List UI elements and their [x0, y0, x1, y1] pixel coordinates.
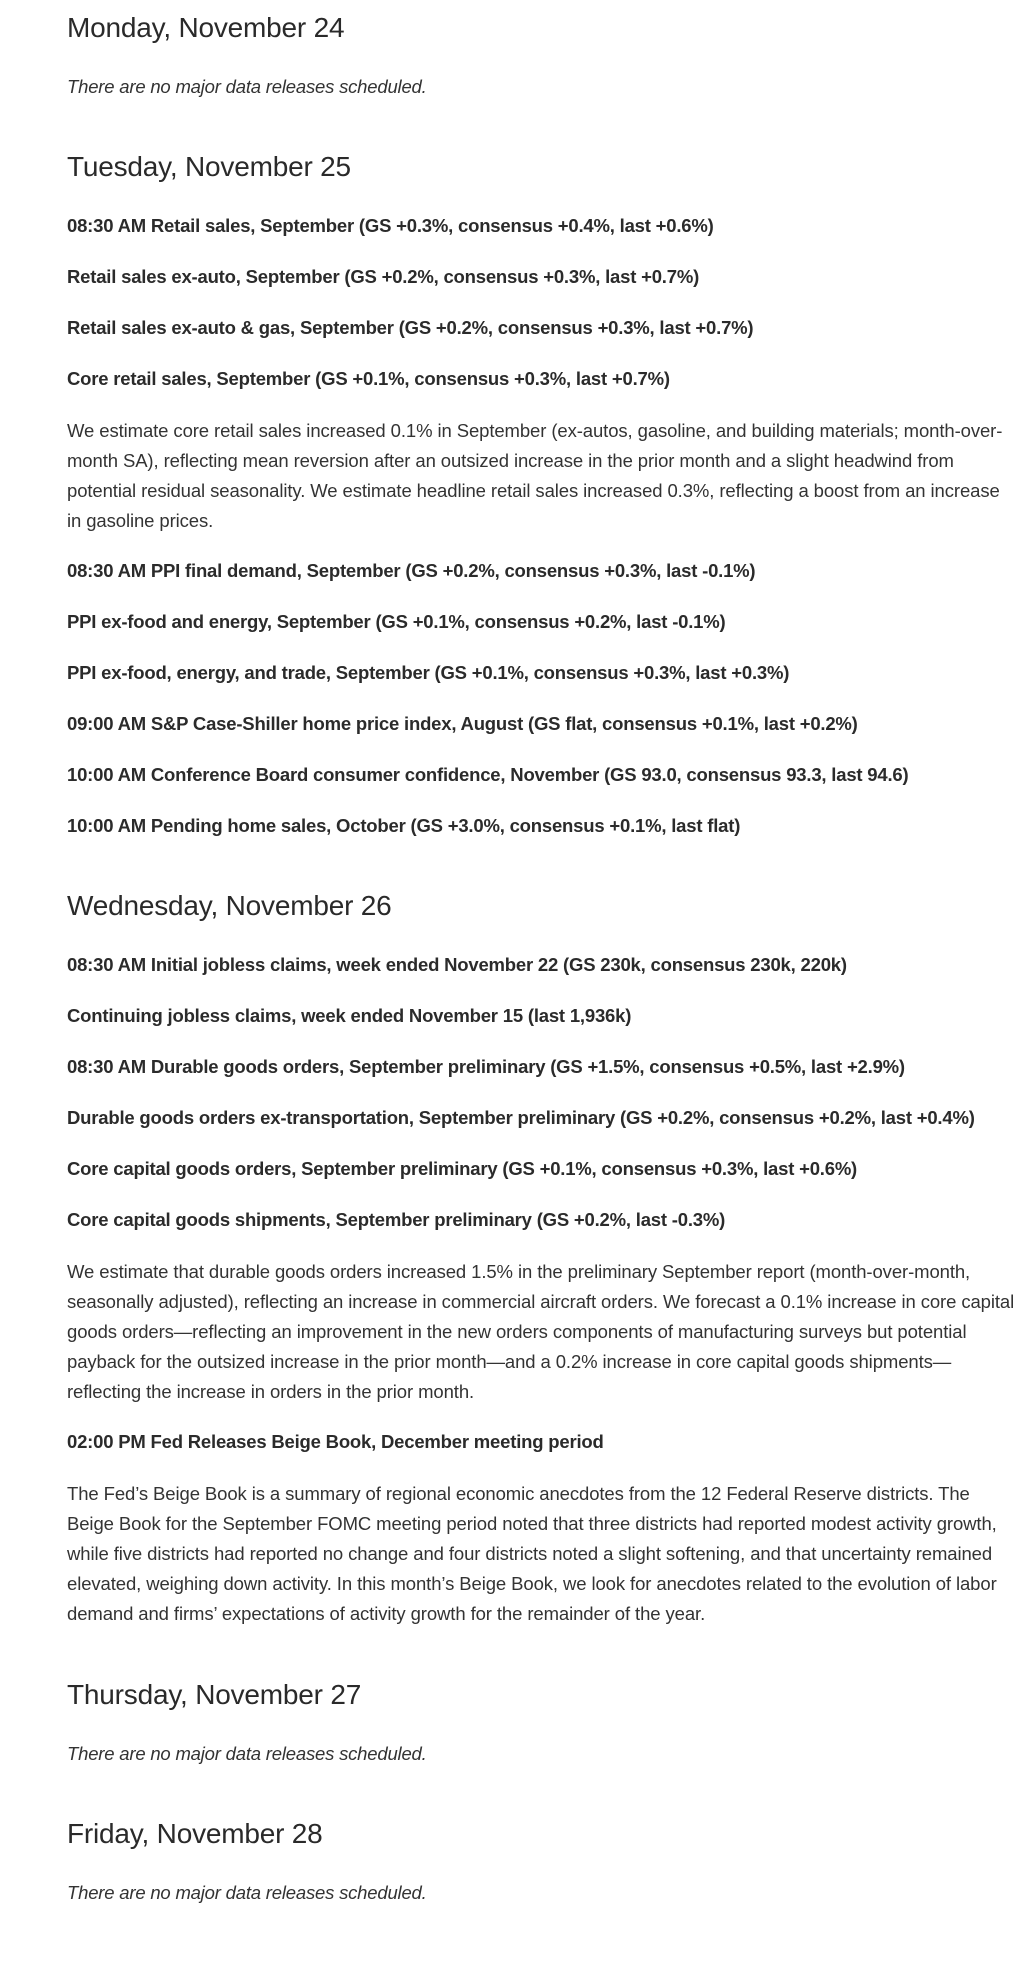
- data-release-item: Durable goods orders ex-transportation, September preliminary (GS +0.2%, consensus +0.2%, last +0.4%): [67, 1107, 975, 1128]
- day-heading: Wednesday, November 26: [67, 890, 392, 921]
- day-heading: Thursday, November 27: [67, 1679, 362, 1710]
- day-heading: Tuesday, November 25: [67, 151, 351, 182]
- release-commentary: We estimate core retail sales increased 0.1% in September (ex-autos, gasoline, and building materials; month-over-month SA), reflecting mean reversion after an outsized increase in the prior month and a slight headwind from potential residual seasonality. We estimate headline retail sales increased 0.3%, reflecting a boost from an increase in gasoline prices.: [67, 420, 1003, 531]
- data-release-item: 08:30 AM Retail sales, September (GS +0.3%, consensus +0.4%, last +0.6%): [67, 215, 714, 236]
- data-release-item: Core retail sales, September (GS +0.1%, consensus +0.3%, last +0.7%): [67, 368, 670, 389]
- data-release-item: 10:00 AM Conference Board consumer confidence, November (GS 93.0, consensus 93.3, last 94.6): [67, 764, 909, 785]
- data-release-item: Retail sales ex-auto & gas, September (GS +0.2%, consensus +0.3%, last +0.7%): [67, 317, 754, 338]
- day-heading: Friday, November 28: [67, 1818, 323, 1849]
- data-release-item: Core capital goods orders, September preliminary (GS +0.1%, consensus +0.3%, last +0.6%): [67, 1158, 858, 1179]
- day-section: [67, 1817, 1017, 1907]
- no-releases-note: There are no major data releases scheduled.: [67, 76, 427, 97]
- data-release-item: Core capital goods shipments, September preliminary (GS +0.2%, last -0.3%): [67, 1209, 726, 1230]
- data-release-item: 08:30 AM Initial jobless claims, week ended November 22 (GS 230k, consensus 230k, 220k): [67, 954, 847, 975]
- no-releases-note: There are no major data releases scheduled.: [67, 1743, 427, 1764]
- data-release-item: 09:00 AM S&P Case-Shiller home price index, August (GS flat, consensus +0.1%, last +0.2%): [67, 713, 858, 734]
- release-commentary: We estimate that durable goods orders increased 1.5% in the preliminary September report (month-over-month, seasonally adjusted), reflecting an increase in commercial aircraft orders. We forecast a 0.1% increase in core capital goods orders—reflecting an improvement in the new orders components of manufacturing surveys but potential payback for the outsized increase in the prior month—and a 0.2% increase in core capital goods shipments—reflecting the increase in orders in the prior month.: [67, 1261, 1015, 1402]
- data-release-item: 10:00 AM Pending home sales, October (GS +3.0%, consensus +0.1%, last flat): [67, 815, 741, 836]
- day-heading: Monday, November 24: [67, 12, 345, 43]
- day-section: [67, 1678, 1017, 1768]
- no-releases-note: There are no major data releases scheduled.: [67, 1882, 427, 1903]
- data-release-item: 08:30 AM PPI final demand, September (GS +0.2%, consensus +0.3%, last -0.1%): [67, 560, 756, 581]
- day-section: [67, 11, 1017, 101]
- data-release-item: 02:00 PM Fed Releases Beige Book, December meeting period: [67, 1431, 604, 1452]
- data-release-item: 08:30 AM Durable goods orders, September preliminary (GS +1.5%, consensus +0.5%, last +2.9%): [67, 1056, 905, 1077]
- data-release-item: PPI ex-food and energy, September (GS +0.1%, consensus +0.2%, last -0.1%): [67, 611, 726, 632]
- release-commentary: The Fed’s Beige Book is a summary of regional economic anecdotes from the 12 Federal Reserve districts. The Beige Book for the September FOMC meeting period noted that three districts had reported modest activity growth, while five districts had reported no change and four districts noted a slight softening, and that uncertainty remained elevated, weighing down activity. In this month’s Beige Book, we look for anecdotes related to the evolution of labor demand and firms’ expectations of activity growth for the remainder of the year.: [67, 1483, 997, 1624]
- day-section: [67, 150, 1017, 840]
- data-release-item: Continuing jobless claims, week ended November 15 (last 1,936k): [67, 1005, 632, 1026]
- day-section: [67, 889, 1017, 1629]
- data-release-item: PPI ex-food, energy, and trade, September (GS +0.1%, consensus +0.3%, last +0.3%): [67, 662, 790, 683]
- data-release-item: Retail sales ex-auto, September (GS +0.2%, consensus +0.3%, last +0.7%): [67, 266, 700, 287]
